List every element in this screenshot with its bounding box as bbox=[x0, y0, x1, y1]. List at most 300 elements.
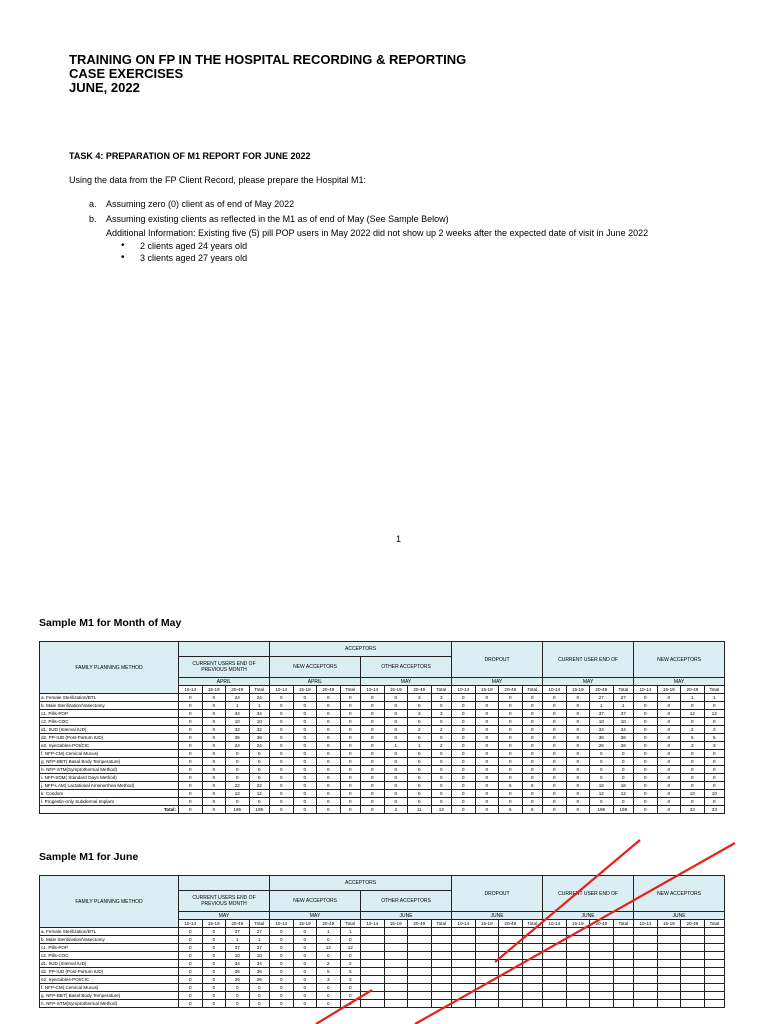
age-header: 20-49 bbox=[226, 686, 250, 694]
value-cell: 0 bbox=[408, 758, 432, 766]
value-cell: 0 bbox=[270, 710, 294, 718]
value-cell: 0 bbox=[226, 798, 250, 806]
month-label: MAY bbox=[452, 678, 543, 686]
value-cell: 0 bbox=[634, 702, 658, 710]
value-cell: 0 bbox=[634, 734, 658, 742]
value-cell: 24 bbox=[226, 694, 250, 702]
value-cell: 0 bbox=[340, 798, 361, 806]
total-cell: 0 bbox=[317, 806, 341, 814]
value-cell: 0 bbox=[657, 694, 681, 702]
value-cell: 1 bbox=[681, 694, 705, 702]
value-cell: 34 bbox=[249, 960, 270, 968]
age-header: 10-14 bbox=[361, 920, 385, 928]
value-cell: 0 bbox=[270, 992, 294, 1000]
value-cell: 0 bbox=[475, 798, 499, 806]
value-cell: 0 bbox=[543, 766, 567, 774]
total-cell: 33 bbox=[681, 806, 705, 814]
value-cell: 0 bbox=[179, 960, 203, 968]
value-cell: 12 bbox=[226, 790, 250, 798]
value-cell: 0 bbox=[431, 750, 452, 758]
value-cell: 0 bbox=[499, 798, 523, 806]
method-name: b. Male Sterilization/Vasectomy bbox=[40, 702, 179, 710]
value-cell: 0 bbox=[249, 758, 270, 766]
value-cell: 0 bbox=[293, 790, 317, 798]
value-cell: 0 bbox=[361, 710, 385, 718]
value-cell: 0 bbox=[566, 758, 590, 766]
value-cell: 0 bbox=[566, 782, 590, 790]
value-cell: 36 bbox=[249, 968, 270, 976]
age-header: 20-49 bbox=[226, 920, 250, 928]
value-cell: 36 bbox=[226, 734, 250, 742]
red-strike-line bbox=[316, 990, 372, 1024]
age-header: 20-49 bbox=[317, 686, 341, 694]
value-cell: 0 bbox=[499, 774, 523, 782]
method-name: b. Male Sterilization/Vasectomy bbox=[40, 936, 179, 944]
value-cell: 0 bbox=[384, 790, 408, 798]
value-cell: 0 bbox=[522, 766, 543, 774]
value-cell: 0 bbox=[226, 774, 250, 782]
value-cell: 12 bbox=[704, 710, 725, 718]
age-header: 10-14 bbox=[634, 920, 658, 928]
value-cell: 0 bbox=[317, 984, 341, 992]
value-cell: 0 bbox=[226, 1000, 250, 1008]
value-cell: 0 bbox=[179, 702, 203, 710]
value-cell: 0 bbox=[340, 782, 361, 790]
value-cell: 22 bbox=[226, 782, 250, 790]
method-name: f. NFP-CM( Cervical Mucus) bbox=[40, 984, 179, 992]
value-cell: 0 bbox=[452, 710, 476, 718]
age-header: 20-49 bbox=[499, 920, 523, 928]
value-cell: 1 bbox=[704, 694, 725, 702]
value-cell: 0 bbox=[270, 702, 294, 710]
value-cell: 0 bbox=[317, 766, 341, 774]
value-cell: 0 bbox=[499, 726, 523, 734]
value-cell: 0 bbox=[340, 984, 361, 992]
total-cell: 195 bbox=[249, 806, 270, 814]
value-cell: 0 bbox=[340, 702, 361, 710]
value-cell: 0 bbox=[475, 758, 499, 766]
value-cell: 0 bbox=[202, 694, 226, 702]
value-cell: 0 bbox=[475, 750, 499, 758]
value-cell: 0 bbox=[270, 774, 294, 782]
value-cell: 0 bbox=[499, 710, 523, 718]
age-header: Total bbox=[249, 686, 270, 694]
value-cell: 34 bbox=[613, 726, 634, 734]
age-header: 20-49 bbox=[681, 686, 705, 694]
value-cell: 0 bbox=[179, 750, 203, 758]
value-cell: 27 bbox=[249, 928, 270, 936]
value-cell: 0 bbox=[270, 952, 294, 960]
value-cell: 26 bbox=[613, 742, 634, 750]
value-cell: 0 bbox=[408, 766, 432, 774]
other-acceptors-header: OTHER ACCEPTORS bbox=[361, 891, 452, 912]
value-cell: 0 bbox=[566, 726, 590, 734]
value-cell: 36 bbox=[226, 968, 250, 976]
value-cell: 0 bbox=[293, 936, 317, 944]
value-cell: 1 bbox=[249, 702, 270, 710]
new-acceptors-header-right: NEW ACCEPTORS bbox=[634, 642, 725, 678]
list-marker: b. bbox=[89, 214, 97, 224]
value-cell: 0 bbox=[293, 984, 317, 992]
value-cell: 36 bbox=[249, 734, 270, 742]
value-cell: 34 bbox=[249, 710, 270, 718]
value-cell: 16 bbox=[590, 782, 614, 790]
age-header: 15-19 bbox=[202, 686, 226, 694]
value-cell: 0 bbox=[179, 710, 203, 718]
value-cell: 0 bbox=[566, 742, 590, 750]
value-cell: 0 bbox=[522, 702, 543, 710]
value-cell: 0 bbox=[293, 976, 317, 984]
value-cell: 0 bbox=[431, 790, 452, 798]
value-cell: 0 bbox=[634, 782, 658, 790]
value-cell: 0 bbox=[202, 726, 226, 734]
value-cell: 0 bbox=[270, 798, 294, 806]
value-cell: 0 bbox=[384, 734, 408, 742]
value-cell: 0 bbox=[613, 798, 634, 806]
value-cell: 26 bbox=[590, 742, 614, 750]
value-cell: 0 bbox=[590, 766, 614, 774]
value-cell: 27 bbox=[590, 694, 614, 702]
value-cell: 0 bbox=[361, 782, 385, 790]
value-cell: 0 bbox=[270, 726, 294, 734]
method-name: c2. Pills-COC bbox=[40, 718, 179, 726]
value-cell: 3 bbox=[431, 694, 452, 702]
value-cell: 0 bbox=[613, 774, 634, 782]
value-cell: 0 bbox=[408, 774, 432, 782]
value-cell: 0 bbox=[202, 968, 226, 976]
value-cell: 0 bbox=[361, 758, 385, 766]
value-cell: 0 bbox=[270, 742, 294, 750]
value-cell: 0 bbox=[681, 766, 705, 774]
red-strike-line bbox=[495, 840, 640, 962]
age-header: Total bbox=[613, 686, 634, 694]
age-header: 15-19 bbox=[293, 920, 317, 928]
value-cell: 0 bbox=[634, 742, 658, 750]
value-cell: 10 bbox=[681, 790, 705, 798]
value-cell: 0 bbox=[431, 718, 452, 726]
value-cell: 0 bbox=[340, 766, 361, 774]
value-cell: 0 bbox=[384, 782, 408, 790]
value-cell: 0 bbox=[179, 774, 203, 782]
value-cell: 0 bbox=[179, 718, 203, 726]
value-cell: 0 bbox=[270, 750, 294, 758]
value-cell: 0 bbox=[202, 960, 226, 968]
value-cell: 0 bbox=[452, 726, 476, 734]
value-cell: 5 bbox=[704, 734, 725, 742]
value-cell: 10 bbox=[249, 952, 270, 960]
value-cell: 0 bbox=[499, 758, 523, 766]
method-name: g. NFP-BBT( Basal Body Temperature) bbox=[40, 992, 179, 1000]
value-cell: 0 bbox=[704, 774, 725, 782]
title-line-1: TRAINING ON FP IN THE HOSPITAL RECORDING & REPORTING bbox=[69, 52, 467, 67]
value-cell: 0 bbox=[566, 774, 590, 782]
age-header: 15-19 bbox=[293, 686, 317, 694]
value-cell: 0 bbox=[452, 766, 476, 774]
method-name: d2. PP-IUD (Post-Partum IUD) bbox=[40, 734, 179, 742]
value-cell: 0 bbox=[613, 750, 634, 758]
method-name: a. Female Sterilization/BTL bbox=[40, 694, 179, 702]
value-cell: 0 bbox=[657, 734, 681, 742]
value-cell: 0 bbox=[293, 726, 317, 734]
value-cell: 0 bbox=[202, 710, 226, 718]
value-cell: 0 bbox=[293, 782, 317, 790]
value-cell: 0 bbox=[452, 782, 476, 790]
total-cell: 0 bbox=[340, 806, 361, 814]
value-cell: 0 bbox=[202, 702, 226, 710]
value-cell: 0 bbox=[179, 984, 203, 992]
value-cell: 0 bbox=[317, 734, 341, 742]
value-cell: 0 bbox=[657, 798, 681, 806]
total-cell: 11 bbox=[408, 806, 432, 814]
value-cell: 0 bbox=[202, 992, 226, 1000]
value-cell: 10 bbox=[226, 952, 250, 960]
method-header: FAMILY PLANNING METHOD bbox=[40, 642, 179, 694]
value-cell: 0 bbox=[499, 790, 523, 798]
value-cell: 0 bbox=[340, 694, 361, 702]
value-cell: 0 bbox=[566, 798, 590, 806]
value-cell: 0 bbox=[340, 952, 361, 960]
value-cell: 0 bbox=[634, 694, 658, 702]
current-user-end-header: CURRENT USER END OF bbox=[543, 642, 634, 678]
total-cell: 13 bbox=[431, 806, 452, 814]
value-cell: 1 bbox=[226, 936, 250, 944]
value-cell: 0 bbox=[293, 710, 317, 718]
value-cell: 0 bbox=[249, 750, 270, 758]
value-cell: 0 bbox=[293, 718, 317, 726]
value-cell: 34 bbox=[226, 960, 250, 968]
acceptors-header: ACCEPTORS bbox=[270, 876, 452, 891]
value-cell: 12 bbox=[340, 944, 361, 952]
age-header: 15-19 bbox=[202, 920, 226, 928]
value-cell: 0 bbox=[202, 952, 226, 960]
value-cell: 0 bbox=[543, 694, 567, 702]
value-cell: 0 bbox=[431, 774, 452, 782]
method-name: h. NFP-STM(Symptothermal Method) bbox=[40, 766, 179, 774]
value-cell: 0 bbox=[543, 750, 567, 758]
value-cell: 0 bbox=[202, 758, 226, 766]
total-cell: 199 bbox=[590, 806, 614, 814]
age-header: 15-19 bbox=[384, 920, 408, 928]
value-cell: 0 bbox=[270, 1000, 294, 1008]
age-header: 15-19 bbox=[566, 920, 590, 928]
age-header: 10-14 bbox=[452, 686, 476, 694]
value-cell: 0 bbox=[340, 742, 361, 750]
value-cell: 37 bbox=[590, 710, 614, 718]
month-label: MAY bbox=[179, 912, 270, 920]
value-cell: 0 bbox=[361, 742, 385, 750]
value-cell: 0 bbox=[202, 734, 226, 742]
total-cell: 33 bbox=[704, 806, 725, 814]
value-cell: 0 bbox=[543, 726, 567, 734]
value-cell: 37 bbox=[226, 944, 250, 952]
value-cell: 5 bbox=[317, 968, 341, 976]
new-acceptors-header-right: NEW ACCEPTORS bbox=[634, 876, 725, 912]
age-header: Total bbox=[704, 920, 725, 928]
value-cell: 0 bbox=[293, 960, 317, 968]
value-cell: 22 bbox=[249, 782, 270, 790]
value-cell: 0 bbox=[270, 944, 294, 952]
value-cell: 0 bbox=[431, 702, 452, 710]
value-cell: 0 bbox=[270, 968, 294, 976]
value-cell: 0 bbox=[681, 758, 705, 766]
value-cell: 0 bbox=[408, 734, 432, 742]
value-cell: 0 bbox=[704, 758, 725, 766]
value-cell: 0 bbox=[566, 694, 590, 702]
value-cell: 0 bbox=[681, 798, 705, 806]
value-cell: 0 bbox=[475, 694, 499, 702]
value-cell: 0 bbox=[293, 702, 317, 710]
value-cell: 0 bbox=[704, 702, 725, 710]
age-header: 20-49 bbox=[590, 920, 614, 928]
total-cell: 0 bbox=[293, 806, 317, 814]
value-cell: 2 bbox=[681, 726, 705, 734]
value-cell: 0 bbox=[270, 976, 294, 984]
value-cell: 0 bbox=[704, 782, 725, 790]
value-cell: 0 bbox=[202, 766, 226, 774]
value-cell: 37 bbox=[249, 944, 270, 952]
value-cell: 0 bbox=[361, 774, 385, 782]
value-cell: 0 bbox=[634, 774, 658, 782]
value-cell: 0 bbox=[293, 798, 317, 806]
value-cell: 0 bbox=[361, 750, 385, 758]
value-cell: 0 bbox=[543, 758, 567, 766]
value-cell: 0 bbox=[293, 766, 317, 774]
value-cell: 0 bbox=[202, 798, 226, 806]
value-cell: 0 bbox=[340, 710, 361, 718]
age-header: 20-49 bbox=[590, 686, 614, 694]
age-header: 15-19 bbox=[657, 686, 681, 694]
value-cell: 0 bbox=[361, 726, 385, 734]
value-cell: 1 bbox=[590, 702, 614, 710]
value-cell: 0 bbox=[475, 734, 499, 742]
value-cell: 0 bbox=[317, 790, 341, 798]
age-header: 20-49 bbox=[408, 920, 432, 928]
value-cell: 0 bbox=[361, 798, 385, 806]
list-text: Assuming existing clients as reflected in the M1 as of end of May (See Sample Below) bbox=[106, 214, 449, 224]
month-label: APRIL bbox=[179, 678, 270, 686]
page-number: 1 bbox=[396, 534, 402, 544]
age-header: 20-49 bbox=[499, 686, 523, 694]
value-cell: 0 bbox=[340, 750, 361, 758]
value-cell: 0 bbox=[634, 726, 658, 734]
value-cell: 0 bbox=[270, 928, 294, 936]
value-cell: 0 bbox=[202, 790, 226, 798]
age-header: 15-19 bbox=[475, 686, 499, 694]
value-cell: 0 bbox=[452, 750, 476, 758]
value-cell: 0 bbox=[270, 936, 294, 944]
value-cell: 0 bbox=[179, 790, 203, 798]
total-cell: 0 bbox=[361, 806, 385, 814]
value-cell: 0 bbox=[408, 718, 432, 726]
value-cell: 0 bbox=[384, 758, 408, 766]
age-header: Total bbox=[340, 920, 361, 928]
task-heading: TASK 4: PREPARATION OF M1 REPORT FOR JUNE 2022 bbox=[69, 151, 311, 161]
value-cell: 24 bbox=[226, 742, 250, 750]
value-cell: 1 bbox=[340, 928, 361, 936]
total-cell: 0 bbox=[566, 806, 590, 814]
value-cell: 0 bbox=[361, 702, 385, 710]
value-cell: 0 bbox=[226, 766, 250, 774]
value-cell: 0 bbox=[384, 750, 408, 758]
age-header: 10-14 bbox=[634, 686, 658, 694]
value-cell: 3 bbox=[408, 710, 432, 718]
value-cell: 0 bbox=[317, 710, 341, 718]
total-cell: 0 bbox=[543, 806, 567, 814]
value-cell: 0 bbox=[431, 766, 452, 774]
value-cell: 0 bbox=[179, 758, 203, 766]
value-cell: 0 bbox=[452, 798, 476, 806]
value-cell: 0 bbox=[317, 992, 341, 1000]
age-header: 10-14 bbox=[179, 686, 203, 694]
value-cell: 12 bbox=[590, 790, 614, 798]
value-cell: 6 bbox=[499, 782, 523, 790]
value-cell: 0 bbox=[590, 750, 614, 758]
value-cell: 0 bbox=[657, 750, 681, 758]
value-cell: 16 bbox=[613, 782, 634, 790]
value-cell: 12 bbox=[317, 944, 341, 952]
value-cell: 1 bbox=[613, 702, 634, 710]
value-cell: 0 bbox=[634, 758, 658, 766]
value-cell: 0 bbox=[499, 766, 523, 774]
value-cell: 3 bbox=[681, 742, 705, 750]
total-cell: 199 bbox=[613, 806, 634, 814]
value-cell: 0 bbox=[384, 702, 408, 710]
value-cell: 32 bbox=[226, 726, 250, 734]
value-cell: 0 bbox=[179, 766, 203, 774]
value-cell: 0 bbox=[431, 798, 452, 806]
value-cell: 0 bbox=[499, 702, 523, 710]
value-cell: 0 bbox=[634, 718, 658, 726]
age-header: Total bbox=[340, 686, 361, 694]
age-header: 20-49 bbox=[408, 686, 432, 694]
value-cell: 0 bbox=[293, 750, 317, 758]
value-cell: 10 bbox=[226, 718, 250, 726]
value-cell: 0 bbox=[340, 726, 361, 734]
value-cell: 0 bbox=[452, 702, 476, 710]
value-cell: 0 bbox=[522, 758, 543, 766]
value-cell: 0 bbox=[475, 718, 499, 726]
value-cell: 0 bbox=[361, 694, 385, 702]
value-cell: 0 bbox=[384, 718, 408, 726]
value-cell: 0 bbox=[634, 710, 658, 718]
value-cell: 0 bbox=[499, 742, 523, 750]
value-cell: 0 bbox=[202, 774, 226, 782]
value-cell: 0 bbox=[657, 718, 681, 726]
method-name: g. NFP-BBT( Basal Body Temperature) bbox=[40, 758, 179, 766]
value-cell: 0 bbox=[613, 766, 634, 774]
month-label: MAY bbox=[543, 678, 634, 686]
value-cell: 0 bbox=[384, 766, 408, 774]
value-cell: 0 bbox=[179, 694, 203, 702]
value-cell: 0 bbox=[317, 750, 341, 758]
value-cell: 0 bbox=[590, 774, 614, 782]
value-cell: 0 bbox=[179, 976, 203, 984]
value-cell: 0 bbox=[340, 718, 361, 726]
value-cell: 0 bbox=[317, 694, 341, 702]
value-cell: 0 bbox=[384, 726, 408, 734]
total-cell: 0 bbox=[634, 806, 658, 814]
new-acceptors-header: NEW ACCEPTORS bbox=[270, 891, 361, 912]
value-cell: 12 bbox=[613, 790, 634, 798]
value-cell: 0 bbox=[317, 702, 341, 710]
value-cell: 0 bbox=[634, 766, 658, 774]
value-cell: 0 bbox=[408, 702, 432, 710]
value-cell: 0 bbox=[270, 718, 294, 726]
value-cell: 0 bbox=[452, 734, 476, 742]
method-header: FAMILY PLANNING METHOD bbox=[40, 876, 179, 928]
value-cell: 0 bbox=[293, 694, 317, 702]
value-cell: 0 bbox=[340, 790, 361, 798]
